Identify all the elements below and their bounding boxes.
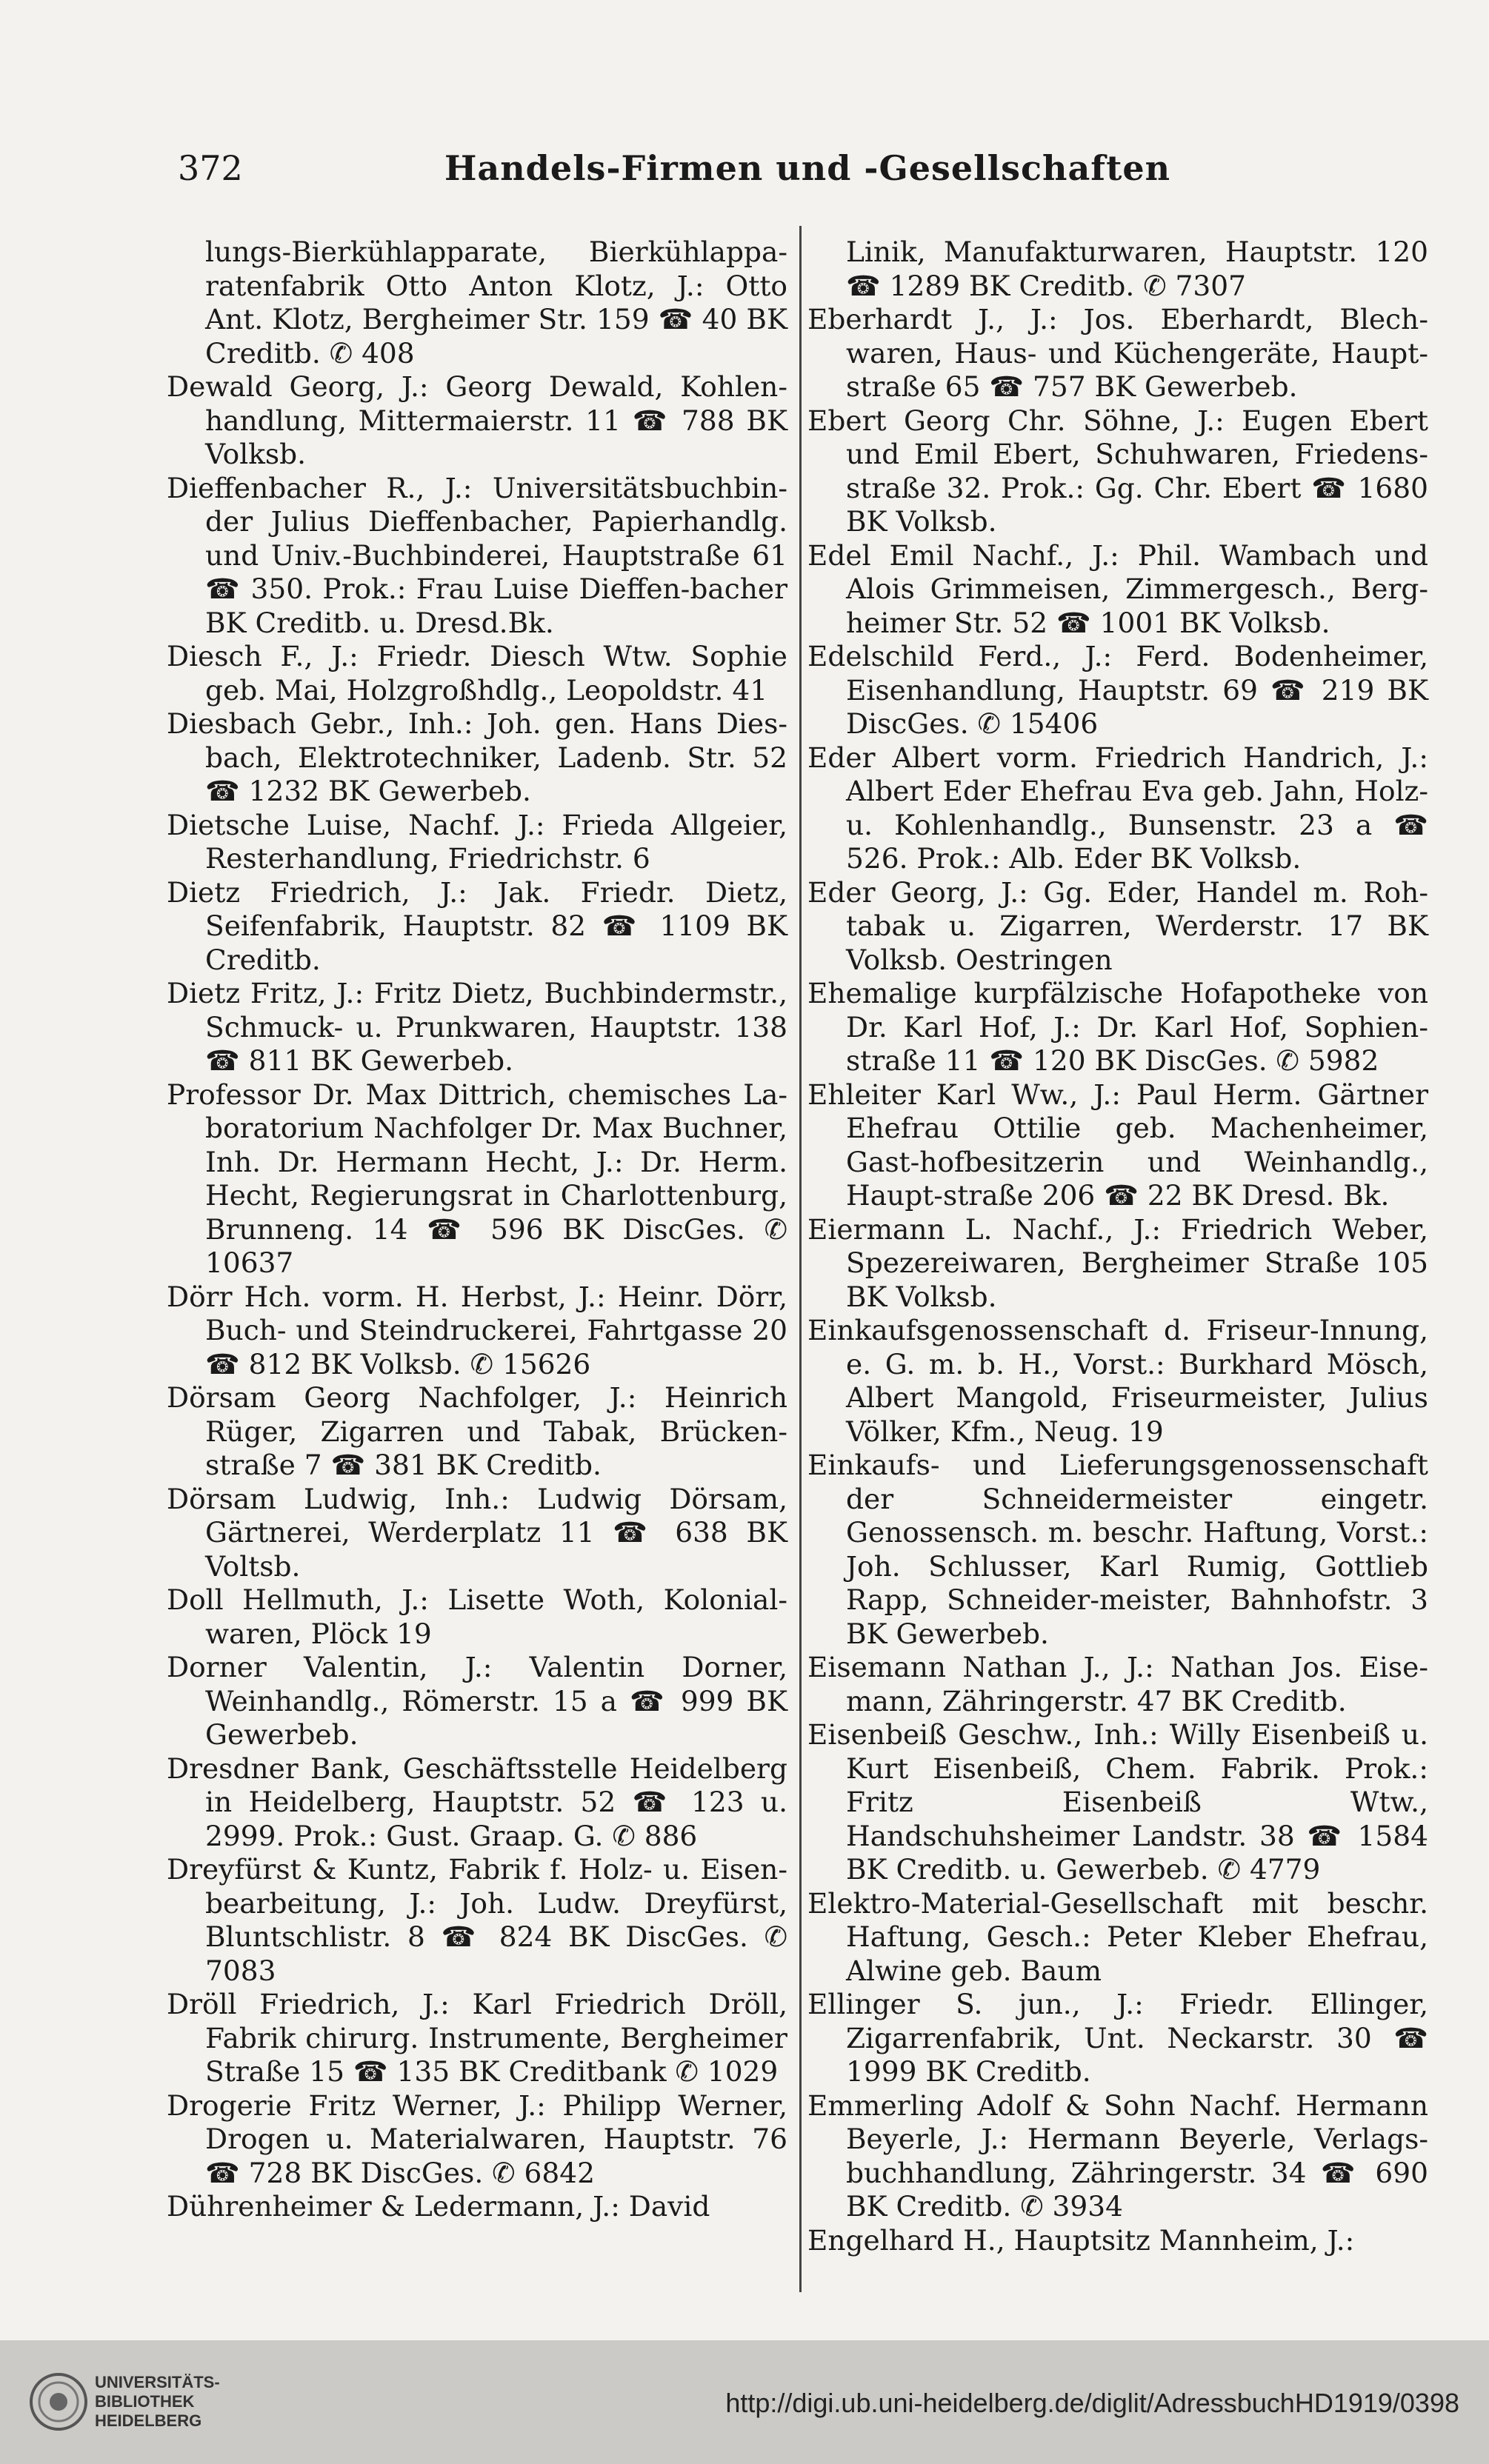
directory-entry: Eiermann L. Nachf., J.: Friedrich Weber, Spezereiwaren, Bergheimer Straße 105 BK Volksb. [807, 1212, 1428, 1313]
directory-entry: Professor Dr. Max Dittrich, chemisches La-boratorium Nachfolger Dr. Max Buchner, Inh. Dr. Hermann Hecht, J.: Dr. Herm. Hecht, Regierungsrat in Charlottenburg, Brunneng. 14 ☎ 596 BK DiscGes. ✆ 10637 [167, 1078, 787, 1279]
directory-entry: Ehleiter Karl Ww., J.: Paul Herm. Gärtner Ehefrau Ottilie geb. Machenheimer, Gast-hofbesitzerin und Weinhandlg., Haupt-straße 206 ☎ 22 BK Dresd. Bk. [807, 1078, 1428, 1212]
directory-entry: Dietsche Luise, Nachf. J.: Frieda Allgeier, Resterhandlung, Friedrichstr. 6 [167, 808, 787, 875]
running-title: Handels-Firmen und -Gesellschaften [444, 148, 1171, 188]
library-seal-icon [28, 2371, 89, 2432]
directory-entry: Dietz Fritz, J.: Fritz Dietz, Buchbindermstr., Schmuck- u. Prunkwaren, Hauptstr. 138 ☎ 811 BK Gewerbeb. [167, 977, 787, 1077]
directory-entry: Eder Georg, J.: Gg. Eder, Handel m. Roh-tabak u. Zigarren, Werderstr. 17 BK Volksb. Oestringen [807, 875, 1428, 976]
directory-entry: Dörsam Ludwig, Inh.: Ludwig Dörsam, Gärtnerei, Werderplatz 11 ☎ 638 BK Voltsb. [167, 1482, 787, 1583]
directory-entry: Einkaufsgenossenschaft d. Friseur-Innung, e. G. m. b. H., Vorst.: Burkhard Mösch, Albert Mangold, Friseurmeister, Julius Völker, Kfm., Neug. 19 [807, 1314, 1428, 1448]
directory-entry: Elektro-Material-Gesellschaft mit beschr. Haftung, Gesch.: Peter Kleber Ehefrau, Alwine geb. Baum [807, 1886, 1428, 1987]
directory-entry: Dresdner Bank, Geschäftsstelle Heidelberg in Heidelberg, Hauptstr. 52 ☎ 123 u. 2999. Prok.: Gust. Graap. G. ✆ 886 [167, 1752, 787, 1852]
directory-entry: Diesbach Gebr., Inh.: Joh. gen. Hans Dies-bach, Elektrotechniker, Ladenb. Str. 52 ☎ 1232 BK Gewerbeb. [167, 707, 787, 807]
directory-entry: Edelschild Ferd., J.: Ferd. Bodenheimer, Eisenhandlung, Hauptstr. 69 ☎ 219 BK DiscGes. ✆ 15406 [807, 640, 1428, 740]
library-name-line: BIBLIOTHEK [95, 2392, 195, 2411]
directory-entry: Ellinger S. jun., J.: Friedr. Ellinger, Zigarrenfabrik, Unt. Neckarstr. 30 ☎ 1999 BK Creditb. [807, 1988, 1428, 2088]
directory-entry: Doll Hellmuth, J.: Lisette Woth, Kolonial-waren, Plöck 19 [167, 1583, 787, 1650]
directory-entry: Dührenheimer & Ledermann, J.: David [167, 2190, 710, 2223]
directory-entry: Dieffenbacher R., J.: Universitätsbuchbin-der Julius Dieffenbacher, Papierhandlg. und Univ.-Buchbinderei, Hauptstraße 61 ☎ 350. Prok.: Frau Luise Dieffen-bacher BK Creditb. u. Dresd.Bk. [167, 471, 787, 639]
library-name [95, 2373, 220, 2431]
directory-entry: Ebert Georg Chr. Söhne, J.: Eugen Ebert und Emil Ebert, Schuhwaren, Friedens-straße 32. Prok.: Gg. Chr. Ebert ☎ 1680 BK Volksb. [807, 404, 1428, 538]
directory-entry: Eder Albert vorm. Friedrich Handrich, J.: Albert Eder Ehefrau Eva geb. Jahn, Holz- u. Kohlenhandlg., Bunsenstr. 23 a ☎ 526. Prok.: Alb. Eder BK Volksb. [807, 741, 1428, 875]
directory-entry: Emmerling Adolf & Sohn Nachf. Hermann Beyerle, J.: Hermann Beyerle, Verlags-buchhandlung, Zähringerstr. 34 ☎ 690 BK Creditb. ✆ 3934 [807, 2089, 1428, 2223]
directory-entry: Eisenbeiß Geschw., Inh.: Willy Eisenbeiß u. Kurt Eisenbeiß, Chem. Fabrik. Prok.: Fritz Eisenbeiß Wtw., Handschuhsheimer Landstr. 38 ☎ 1584 BK Creditb. u. Gewerbeb. ✆ 4779 [807, 1718, 1428, 1886]
source-url-link[interactable]: http://digi.ub.uni-heidelberg.de/diglit/AdressbuchHD1919/0398 [725, 2388, 1459, 2418]
directory-entry: Dietz Friedrich, J.: Jak. Friedr. Dietz, Seifenfabrik, Hauptstr. 82 ☎ 1109 BK Creditb. [167, 875, 787, 976]
directory-entry: Eberhardt J., J.: Jos. Eberhardt, Blech-waren, Haus- und Küchengeräte, Haupt-straße 65 ☎ 757 BK Gewerbeb. [807, 303, 1428, 403]
left-column [167, 236, 787, 2224]
directory-entry: Ehemalige kurpfälzische Hofapotheke von Dr. Karl Hof, J.: Dr. Karl Hof, Sophien-straße 11 ☎ 120 BK DiscGes. ✆ 5982 [807, 977, 1428, 1077]
directory-entry: Dreyfürst & Kuntz, Fabrik f. Holz- u. Eisen-bearbeitung, J.: Joh. Ludw. Dreyfürst, Bluntschlistr. 8 ☎ 824 BK DiscGes. ✆ 7083 [167, 1853, 787, 1987]
directory-entry: Engelhard H., Hauptsitz Mannheim, J.: [807, 2223, 1355, 2257]
directory-entry: Drogerie Fritz Werner, J.: Philipp Werner, Drogen u. Materialwaren, Hauptstr. 76 ☎ 728 BK DiscGes. ✆ 6842 [167, 2089, 787, 2189]
directory-entry: Diesch F., J.: Friedr. Diesch Wtw. Sophie geb. Mai, Holzgroßhdlg., Leopoldstr. 41 [167, 640, 787, 707]
library-name-line: UNIVERSITÄTS- [95, 2373, 220, 2391]
library-name-line: HEIDELBERG [95, 2411, 202, 2430]
page-header [178, 148, 1437, 200]
directory-entry: lungs-Bierkühlapparate, Bierkühlappa-ratenfabrik Otto Anton Klotz, J.: Otto Ant. Klotz, Bergheimer Str. 159 ☎ 40 BK Creditb. ✆ 408 [205, 236, 787, 370]
directory-entry: Dewald Georg, J.: Georg Dewald, Kohlen-handlung, Mittermaierstr. 11 ☎ 788 BK Volksb. [167, 370, 787, 470]
directory-entry: Einkaufs- und Lieferungsgenossenschaft der Schneidermeister eingetr. Genossensch. m. beschr. Haftung, Vorst.: Joh. Schlusser, Karl Rumig, Gottlieb Rapp, Schneider-meister, Bahnhofstr. 3 BK Gewerbeb. [807, 1449, 1428, 1650]
right-column [807, 236, 1428, 2257]
page-number: 372 [178, 148, 243, 188]
column-divider [799, 226, 802, 2292]
footer-bar [0, 2340, 1489, 2464]
directory-entry: Dorner Valentin, J.: Valentin Dorner, Weinhandlg., Römerstr. 15 a ☎ 999 BK Gewerbeb. [167, 1651, 787, 1751]
directory-entry: Eisemann Nathan J., J.: Nathan Jos. Eise-mann, Zähringerstr. 47 BK Creditb. [807, 1651, 1428, 1717]
directory-entry: Linik, Manufakturwaren, Hauptstr. 120 ☎ 1289 BK Creditb. ✆ 7307 [846, 236, 1428, 302]
directory-entry: Dörsam Georg Nachfolger, J.: Heinrich Rüger, Zigarren und Tabak, Brücken-straße 7 ☎ 381 BK Creditb. [167, 1381, 787, 1481]
directory-entry: Edel Emil Nachf., J.: Phil. Wambach und Alois Grimmeisen, Zimmergesch., Berg-heimer Str. 52 ☎ 1001 BK Volksb. [807, 538, 1428, 639]
directory-entry: Dröll Friedrich, J.: Karl Friedrich Dröll, Fabrik chirurg. Instrumente, Bergheimer Straße 15 ☎ 135 BK Creditbank ✆ 1029 [167, 1988, 787, 2088]
directory-entry: Dörr Hch. vorm. H. Herbst, J.: Heinr. Dörr, Buch- und Steindruckerei, Fahrtgasse 20 ☎ 812 BK Volksb. ✆ 15626 [167, 1280, 787, 1380]
